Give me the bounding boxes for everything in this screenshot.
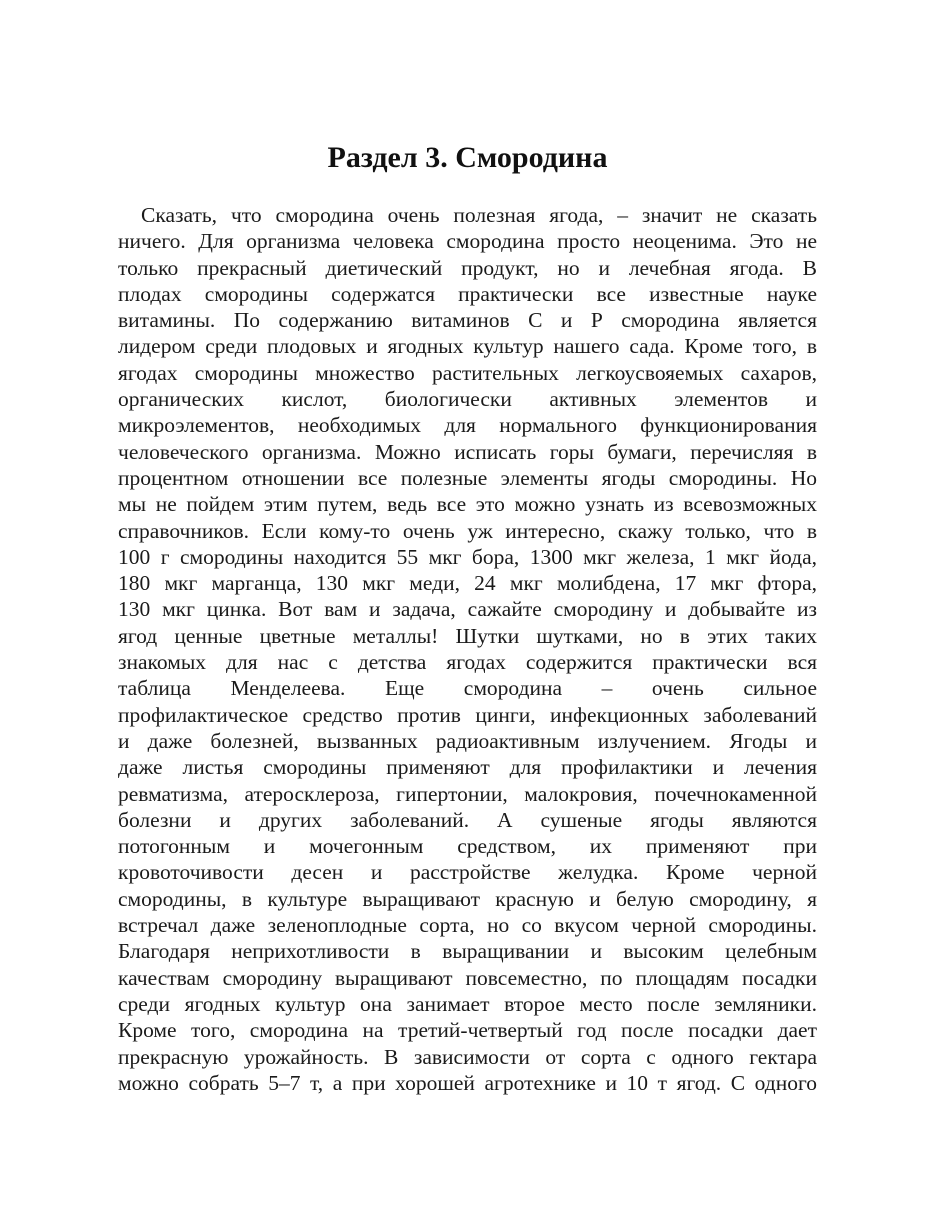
- text-line: прекрасную урожайность. В зависимости от сорта с одного гектара: [118, 1044, 817, 1069]
- text-line: можно собрать 5–7 т, а при хорошей агротехнике и 10 т ягод. С одного: [118, 1070, 817, 1095]
- text-line: профилактическое средство против цинги, инфекционных заболеваний: [118, 702, 817, 727]
- section-title: Раздел 3. Смородина: [327, 141, 608, 174]
- text-line: среди ягодных культур она занимает второе место после земляники.: [118, 991, 817, 1016]
- text-line: даже листья смородины применяют для профилактики и лечения: [118, 755, 817, 780]
- text-line: 180 мкг марганца, 130 мкг меди, 24 мкг молибдена, 17 мкг фтора,: [118, 571, 817, 596]
- text-line: Благодаря неприхотливости в выращивании и высоким целебным: [118, 939, 817, 964]
- text-line: потогонным и мочегонным средством, их применяют при: [118, 834, 817, 859]
- text-line: человеческого организма. Можно исписать горы бумаги, перечисляя в: [118, 439, 817, 464]
- text-line: ревматизма, атеросклероза, гипертонии, малокровия, почечнокаменной: [118, 781, 817, 806]
- text-line: органических кислот, биологически активных элементов и: [118, 387, 817, 412]
- text-line: таблица Менделеева. Еще смородина – очень сильное: [118, 676, 817, 701]
- text-line: микроэлементов, необходимых для нормального функционирования: [118, 413, 817, 438]
- text-line: 130 мкг цинка. Вот вам и задача, сажайте смородину и добывайте из: [118, 597, 817, 622]
- text-line: витамины. По содержанию витаминов С и Р смородина является: [118, 308, 817, 333]
- text-line: ягодах смородины множество растительных легкоусвояемых сахаров,: [118, 360, 817, 385]
- text-line: Кроме того, смородина на третий-четвертый год после посадки дает: [118, 1018, 817, 1043]
- text-line: и даже болезней, вызванных радиоактивным излучением. Ягоды и: [118, 728, 817, 753]
- text-line: только прекрасный диетический продукт, но и лечебная ягода. В: [118, 255, 817, 280]
- text-line: лидером среди плодовых и ягодных культур нашего сада. Кроме того, в: [118, 334, 817, 359]
- text-line: ягод ценные цветные металлы! Шутки шутками, но в этих таких: [118, 623, 817, 648]
- body-paragraph: [118, 202, 817, 1096]
- text-line: встречал даже зеленоплодные сорта, но со вкусом черной смородины.: [118, 913, 817, 938]
- text-line: знакомых для нас с детства ягодах содержится практически вся: [118, 650, 817, 675]
- text-line: кровоточивости десен и расстройстве желудка. Кроме черной: [118, 860, 817, 885]
- text-line: ничего. Для организма человека смородина просто неоценима. Это не: [118, 229, 817, 254]
- text-line: качествам смородину выращивают повсеместно, по площадям посадки: [118, 965, 817, 990]
- text-line: болезни и других заболеваний. А сушеные ягоды являются: [118, 807, 817, 832]
- text-line: мы не пойдем этим путем, ведь все это можно узнать из всевозможных: [118, 492, 817, 517]
- text-line: справочников. Если кому-то очень уж интересно, скажу только, что в: [118, 518, 817, 543]
- text-line: смородины, в культуре выращивают красную и белую смородину, я: [118, 886, 817, 911]
- text-line: Сказать, что смородина очень полезная ягода, – значит не сказать: [141, 203, 817, 227]
- text-line: процентном отношении все полезные элементы ягоды смородины. Но: [118, 465, 817, 490]
- text-line: плодах смородины содержатся практически все известные науке: [118, 281, 817, 306]
- text-line: 100 г смородины находится 55 мкг бора, 1300 мкг железа, 1 мкг йода,: [118, 544, 817, 569]
